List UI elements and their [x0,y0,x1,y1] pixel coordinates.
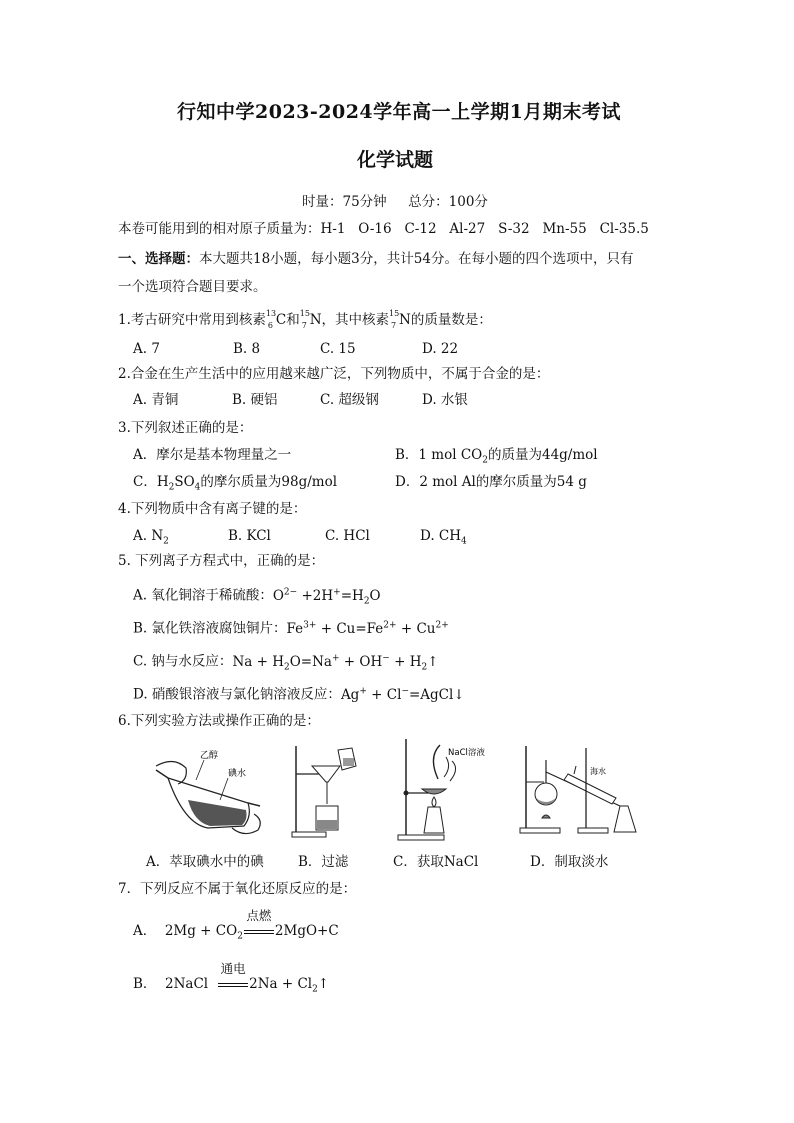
exam-title: 行知中学2023-2024学年高一上学期1月期末考试 [177,101,621,123]
separatory-funnel-illustration [148,738,270,843]
q3-option-c[interactable] [133,473,337,497]
q1-option-c[interactable]: C. 15 [320,341,356,357]
q2-option-a[interactable]: A. 青铜 [133,392,179,408]
q5-d-equation: Ag+ + Cl−=AgCl↓ [340,686,465,703]
subscript: 4 [461,536,467,547]
q3-c-text: 的摩尔质量为98g/mol [200,474,338,490]
q2-option-d[interactable]: D. 水银 [422,392,468,408]
q7-stem: 7．下列反应不属于氧化还原反应的是： [118,881,357,897]
section1-heading: 一、选择题： [118,251,199,267]
nuclide-atomic: 7 [391,321,397,330]
section1-intro [118,250,633,268]
nuclide-mass: 13 [265,309,277,318]
double-line [218,983,248,987]
q2-option-b[interactable]: B. 硬铝 [232,392,278,408]
q7-a-text: A． 2Mg + CO [133,923,238,939]
time-info: 时量：75分钟 总分：100分 [302,194,488,210]
q1-option-a[interactable]: A. 7 [133,341,160,357]
q1-stem-part: 1.考古研究中常用到核素 [118,312,266,328]
q5-c-label: C. 钠与水反应： [133,653,233,670]
q5-option-d[interactable] [133,682,465,704]
q4-option-d[interactable] [420,527,467,551]
q5-a-equation: $O^{2-} +2H^+=H_2O$ [272,587,381,607]
q5-c-equation: $Na + H_2O=Na^+ + OH^-$ + $H_2↑$ [232,653,439,673]
nuclide-symbol: N [399,312,411,328]
q7-option-b[interactable] [133,961,330,999]
condition-text: 点燃 [246,908,272,923]
reaction-condition [218,961,248,993]
nuclide-n15 [389,309,400,330]
nuclide-atomic: 7 [301,321,307,330]
q3-stem: 3.下列叙述正确的是： [118,420,253,436]
q5-option-a[interactable] [133,583,381,610]
subscript: 4 [194,482,201,493]
subscript: 2 [237,931,243,942]
q1-option-b[interactable]: B. 8 [233,341,261,357]
exam-subtitle: 化学试题 [357,149,434,171]
q5-option-c[interactable] [133,649,439,676]
nuclide-symbol: N [309,312,322,328]
gas-arrow: ↑ [317,976,330,992]
q4-option-b[interactable]: B. KCl [228,528,271,544]
q7-a-text: 2MgO+C [274,923,339,939]
label-ethanol: 乙醇 [200,751,219,761]
q5-b-equation: $Fe^{3+} + Cu=Fe^{2+} + Cu^{2+}$ [286,620,449,637]
q2-stem: 2.合金在生产生活中的应用越来越广泛，下列物质中，不属于合金的是： [118,366,550,382]
q1-stem-part: ，其中核素 [321,312,390,328]
nuclide-atomic: 6 [267,321,273,330]
q4-a-text: A. N [133,528,164,544]
atomic-masses: 本卷可能用到的相对原子质量为：H-1 O-16 C-12 Al-27 S-32 Mn-55 Cl-35.5 [118,221,649,237]
q6-option-d[interactable]: D．制取淡水 [530,854,609,870]
q5-d-label: D. 硝酸银溶液与氯化钠溶液反应： [133,686,341,703]
q5-b-label: B. 氯化铁溶液腐蚀铜片： [133,620,287,637]
q6-option-c[interactable]: C．获取NaCl [393,854,479,870]
q1-stem-part: 和 [286,312,300,328]
section1-intro-line2: 一个选项符合题目要求。 [118,279,267,295]
q4-option-c[interactable]: C. HCl [325,528,370,544]
label-nacl-solution: NaCl溶液 [448,748,485,758]
subscript: 2 [163,536,169,547]
q1-stem-part: 的质量数是： [410,312,492,328]
label-iodine-water: 碘水 [228,769,247,779]
q6-option-a[interactable]: A．萃取碘水中的碘 [146,854,264,870]
q3-option-d[interactable]: D．2 mol Al的摩尔质量为54 g [395,474,587,490]
nuclide-mass: 15 [389,309,400,318]
q6-stem: 6.下列实验方法或操作正确的是： [118,713,320,729]
q3-option-a[interactable]: A．摩尔是基本物理量之一 [133,447,292,463]
q4-stem: 4.下列物质中含有离子键的是： [118,501,307,517]
q2-option-c[interactable]: C. 超级钢 [320,392,379,408]
filtration-illustration [288,744,364,840]
nuclide-n15 [299,309,310,330]
condition-text: 通电 [220,961,246,976]
q5-stem: 5. 下列离子方程式中，正确的是： [118,553,325,569]
subscript: 2 [482,455,488,466]
q5-option-b[interactable] [133,616,449,638]
evaporation-illustration [388,737,498,843]
nuclide-mass: 15 [299,309,310,318]
q3-b-text: B．1 mol CO [395,447,483,463]
reaction-condition [244,908,274,940]
q6-option-b[interactable]: B．过滤 [298,854,349,870]
q4-option-a[interactable] [133,527,169,551]
section1-intro-line1: 本大题共18小题，每小题3分，共计54分。在每小题的四个选项中，只有 [199,251,634,267]
subscript: 2 [168,482,175,493]
double-line [244,930,274,934]
nuclide-c13 [265,309,277,330]
q5-a-label: A. 氧化铜溶于稀硫酸： [133,587,273,604]
q3-c-text: SO [174,474,195,490]
q7-b-text: 2Na + Cl [249,976,313,992]
subscript: 2 [312,984,318,995]
q3-b-text: 的质量为44g/mol [487,447,598,463]
q7-b-text: B． 2NaCl [133,976,209,992]
label-seawater: 海水 [590,767,606,776]
q4-d-text: D. CH [420,528,462,544]
q1-option-d[interactable]: D. 22 [422,341,459,357]
q3-option-b[interactable] [395,446,598,470]
distillation-illustration [516,742,641,837]
nuclide-symbol: C [275,312,287,328]
q3-c-text: C．H [133,474,169,490]
q1-stem [118,311,492,329]
q7-option-a[interactable] [133,908,339,946]
